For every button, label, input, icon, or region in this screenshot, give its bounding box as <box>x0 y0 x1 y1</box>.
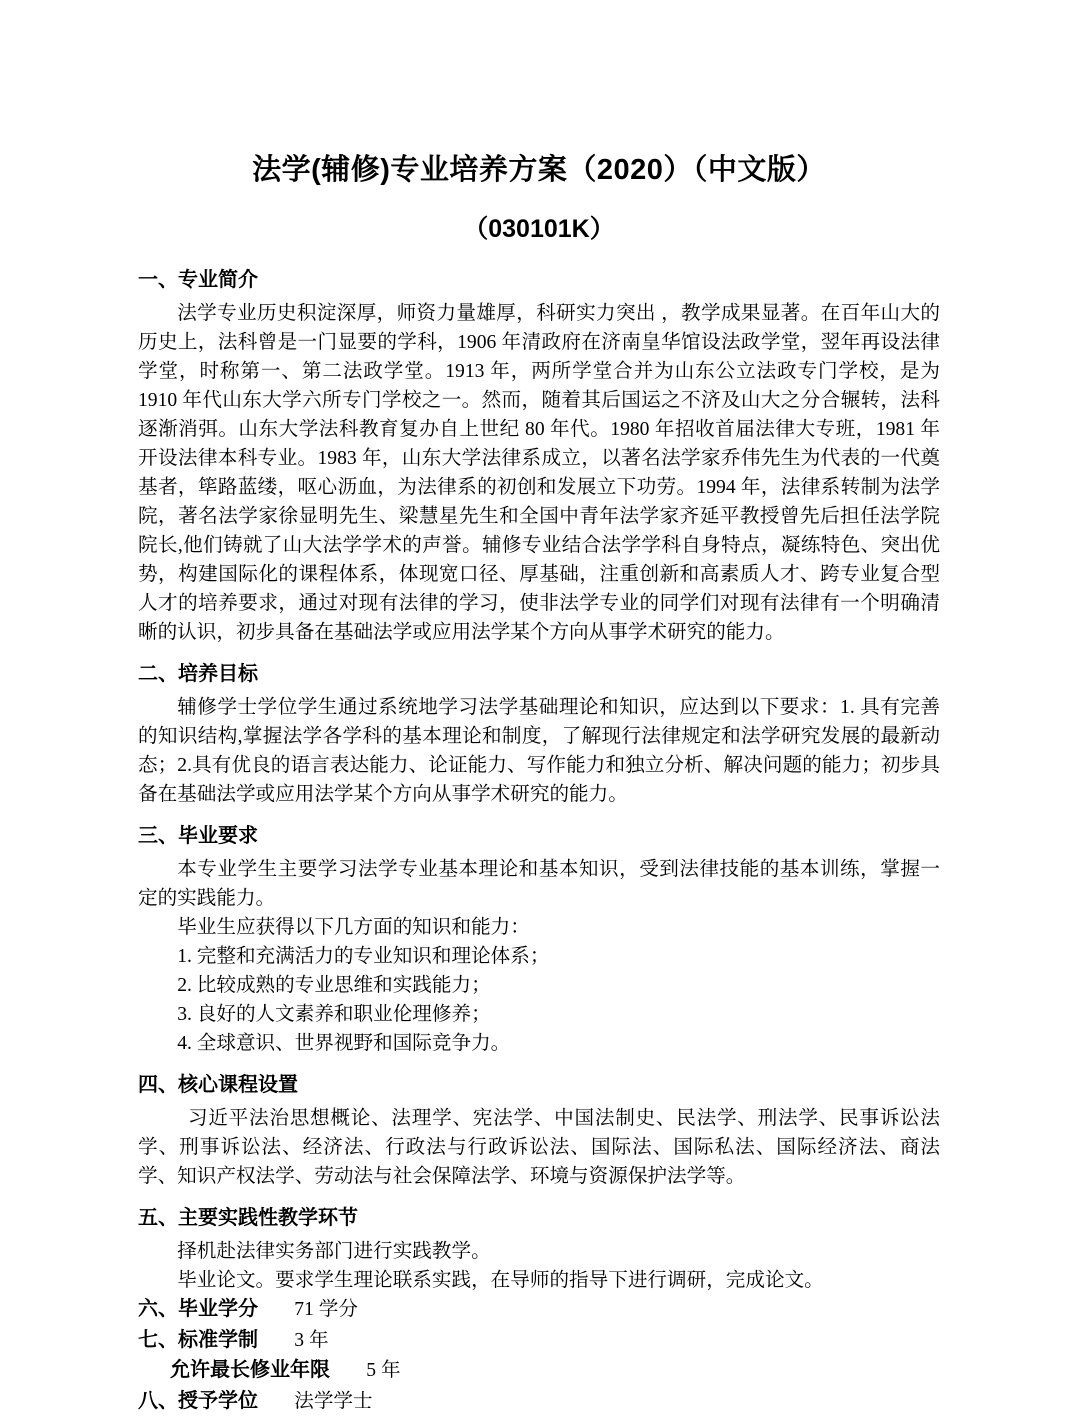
info-label-graduation-credits: 六、毕业学分 <box>138 1298 258 1321</box>
info-value-standard-duration: 3 年 <box>294 1329 329 1351</box>
info-value-max-duration: 5 年 <box>366 1360 401 1382</box>
paragraph-graduation-requirements-2: 毕业生应获得以下几方面的知识和能力： <box>177 917 530 939</box>
doc-subtitle: （030101K） <box>463 215 615 244</box>
list-item-requirement-3: 3. 良好的人文素养和职业伦理修养； <box>177 1004 491 1026</box>
list-item-requirement-4: 4. 全球意识、世界视野和国际竞争力。 <box>177 1033 511 1055</box>
paragraph-major-intro: 法学专业历史积淀深厚，师资力量雄厚，科研实力突出 ，教学成果显著。在百年山大的历史上，法科曾是一门显要的学科，1906 年清政府在济南皇华馆设法政学堂，翌年再设法律学堂，时称第一、第二法政学堂。1913 年，两所学堂合并为山东公立法政专门学校，是为 1910 年代山东大学六所专门学校之一。然而，随着其后国运之不济及山大之分合辗转，法科逐渐消弭。山东大学法科教育复办自上世纪 80 年代。1980 年招收首届法律大专班，1981 年开设法律本科专业。1983 年，山东大学法律系成立，以著名法学家乔伟先生为代表的一代奠基者，筚路蓝缕，呕心沥血，为法律系的初创和发展立下功劳。1994 年，法律系转制为法学院，著名法学家徐显明先生、梁慧星先生和全国中青年法学家齐延平教授曾先后担任法学院院长,他们铸就了山大法学学术的声誉。辅修专业结合法学学科自身特点，凝练特色、突出优势，构建国际化的课程体系，体现宽口径、厚基础，注重创新和高素质人才、跨专业复合型人才的培养要求，通过对现有法律的学习，使非法学专业的同学们对现有法律有一个明确清晰的认识，初步具备在基础法学或应用法学某个方向从事学术研究的能力。 <box>138 303 940 644</box>
list-item-requirement-2: 2. 比较成熟的专业思维和实践能力； <box>177 975 491 997</box>
info-line-standard-duration <box>138 1326 940 1357</box>
section-training-goals <box>138 660 940 809</box>
info-label-max-duration: 允许最长修业年限 <box>170 1359 330 1382</box>
paragraph-practical-teaching-2: 毕业论文。要求学生理论联系实践，在导师的指导下进行调研，完成论文。 <box>177 1270 824 1292</box>
list-item-requirement-1: 1. 完整和充满活力的专业知识和理论体系； <box>177 946 550 968</box>
info-value-graduation-credits: 71 学分 <box>294 1299 358 1321</box>
info-label-standard-duration: 七、标准学制 <box>138 1328 258 1351</box>
section-heading-graduation-requirements: 三、毕业要求 <box>138 825 258 848</box>
info-line-degree-awarded <box>138 1387 940 1417</box>
info-line-graduation-credits <box>138 1295 940 1326</box>
paragraph-practical-teaching-1: 择机赴法律实务部门进行实践教学。 <box>177 1241 491 1263</box>
section-core-courses <box>138 1071 940 1191</box>
info-line-max-duration <box>138 1356 940 1387</box>
section-major-intro <box>138 266 940 647</box>
paragraph-training-goals: 辅修学士学位学生通过系统地学习法学基础理论和知识，应达到以下要求：1. 具有完善的知识结构,掌握法学各学科的基本理论和制度，了解现行法律规定和法学研究发展的最新动态；2.具有优良的语言表达能力、论证能力、写作能力和独立分析、解决问题的能力；初步具备在基础法学或应用法学某个方向从事学术研究的能力。 <box>138 697 940 806</box>
paragraph-graduation-requirements-1: 本专业学生主要学习法学专业基本理论和基本知识，受到法律技能的基本训练，掌握一定的实践能力。 <box>138 859 940 910</box>
doc-title: 法学(辅修)专业培养方案（2020）（中文版） <box>252 154 826 186</box>
info-value-degree-awarded: 法学学士 <box>294 1390 373 1412</box>
paragraph-core-courses: 习近平法治思想概论、法理学、宪法学、中国法制史、民法学、刑法学、民事诉讼法学、刑事诉讼法、经济法、行政法与行政诉讼法、国际法、国际私法、国际经济法、商法学、知识产权法学、劳动法与社会保障法学、环境与资源保护法学等。 <box>138 1108 940 1188</box>
section-practical-teaching <box>138 1204 940 1295</box>
info-label-degree-awarded: 八、授予学位 <box>138 1389 258 1412</box>
section-heading-major-intro: 一、专业简介 <box>138 269 258 292</box>
section-heading-core-courses: 四、核心课程设置 <box>138 1074 298 1097</box>
section-graduation-requirements <box>138 822 940 1058</box>
section-heading-training-goals: 二、培养目标 <box>138 663 258 686</box>
section-heading-practical-teaching: 五、主要实践性教学环节 <box>138 1207 358 1230</box>
